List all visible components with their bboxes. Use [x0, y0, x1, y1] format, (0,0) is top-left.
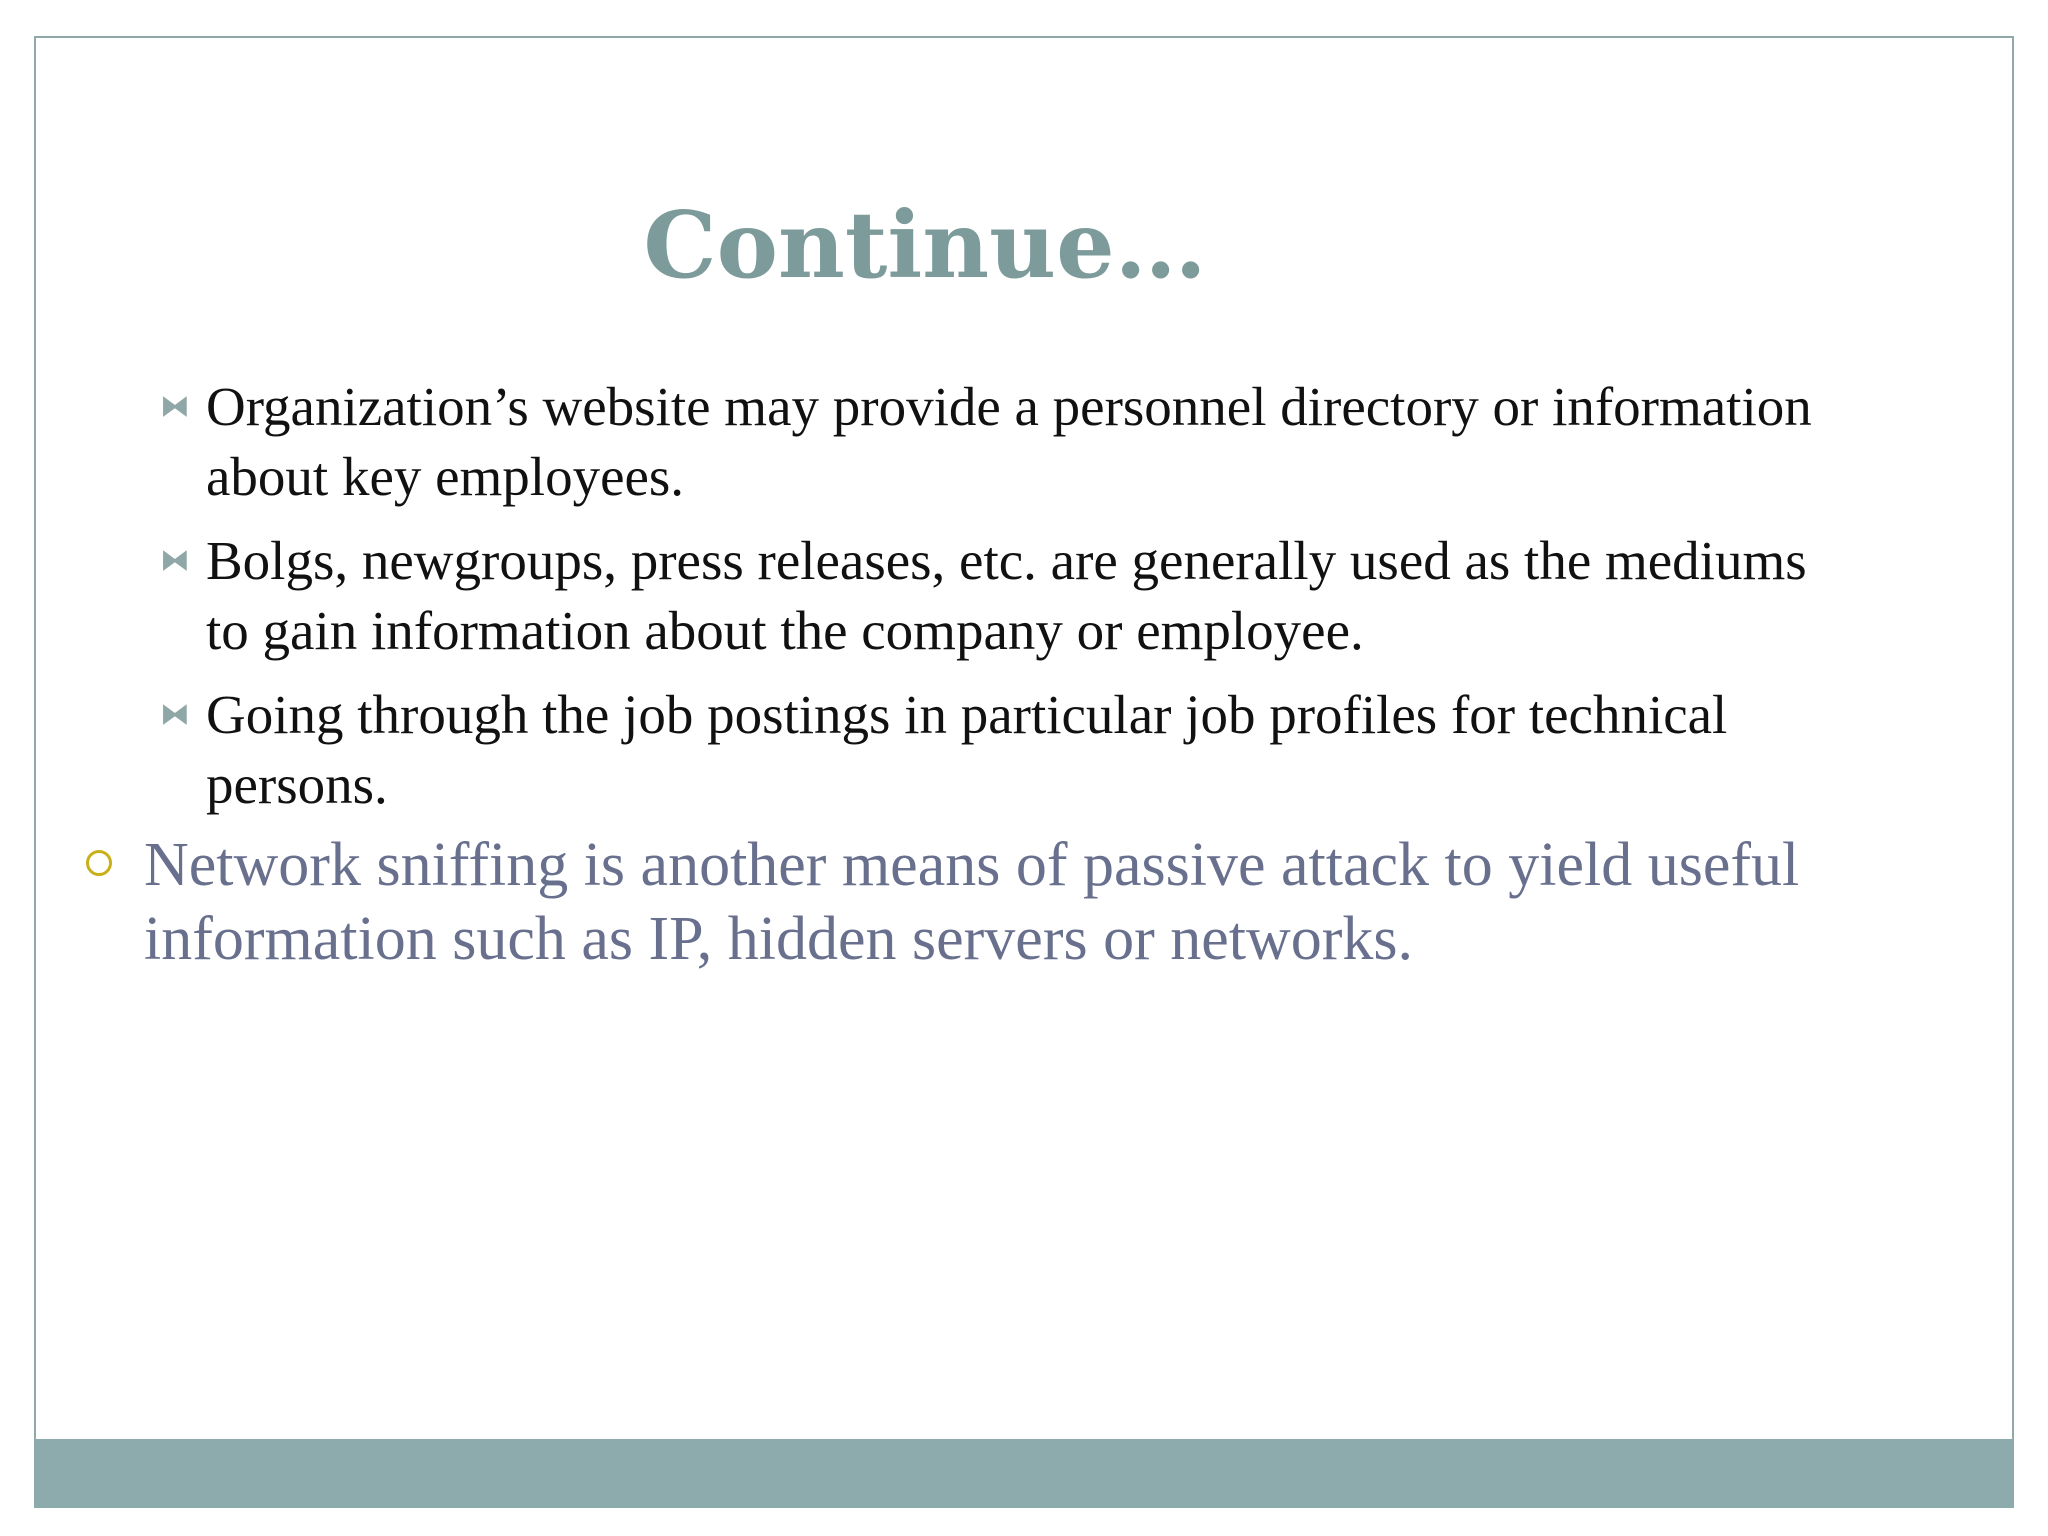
- bow-tie-bullet-icon: ⧓: [160, 543, 190, 578]
- slide-title: Continue…: [643, 191, 1207, 299]
- footer-band: [34, 1439, 2014, 1508]
- main-bullet-text: Network sniffing is another means of passive attack to yield useful information such as IP, hidden servers or networks.: [144, 831, 1800, 973]
- sub-bullet-text: Going through the job postings in particular job profiles for technical persons.: [206, 684, 1728, 815]
- sub-bullet-list: [158, 372, 1838, 834]
- hollow-circle-bullet-icon: [86, 850, 112, 876]
- sub-bullet-item: [158, 526, 1838, 666]
- main-bullet-item: [80, 828, 1884, 976]
- sub-bullet-item: [158, 372, 1838, 512]
- bow-tie-bullet-icon: ⧓: [160, 697, 190, 732]
- sub-bullet-item: [158, 680, 1838, 820]
- bow-tie-bullet-icon: ⧓: [160, 389, 190, 424]
- sub-bullet-text: Organization’s website may provide a personnel directory or information about key employees.: [206, 376, 1812, 507]
- sub-bullet-text: Bolgs, newgroups, press releases, etc. are generally used as the mediums to gain information about the company or employee.: [206, 530, 1807, 661]
